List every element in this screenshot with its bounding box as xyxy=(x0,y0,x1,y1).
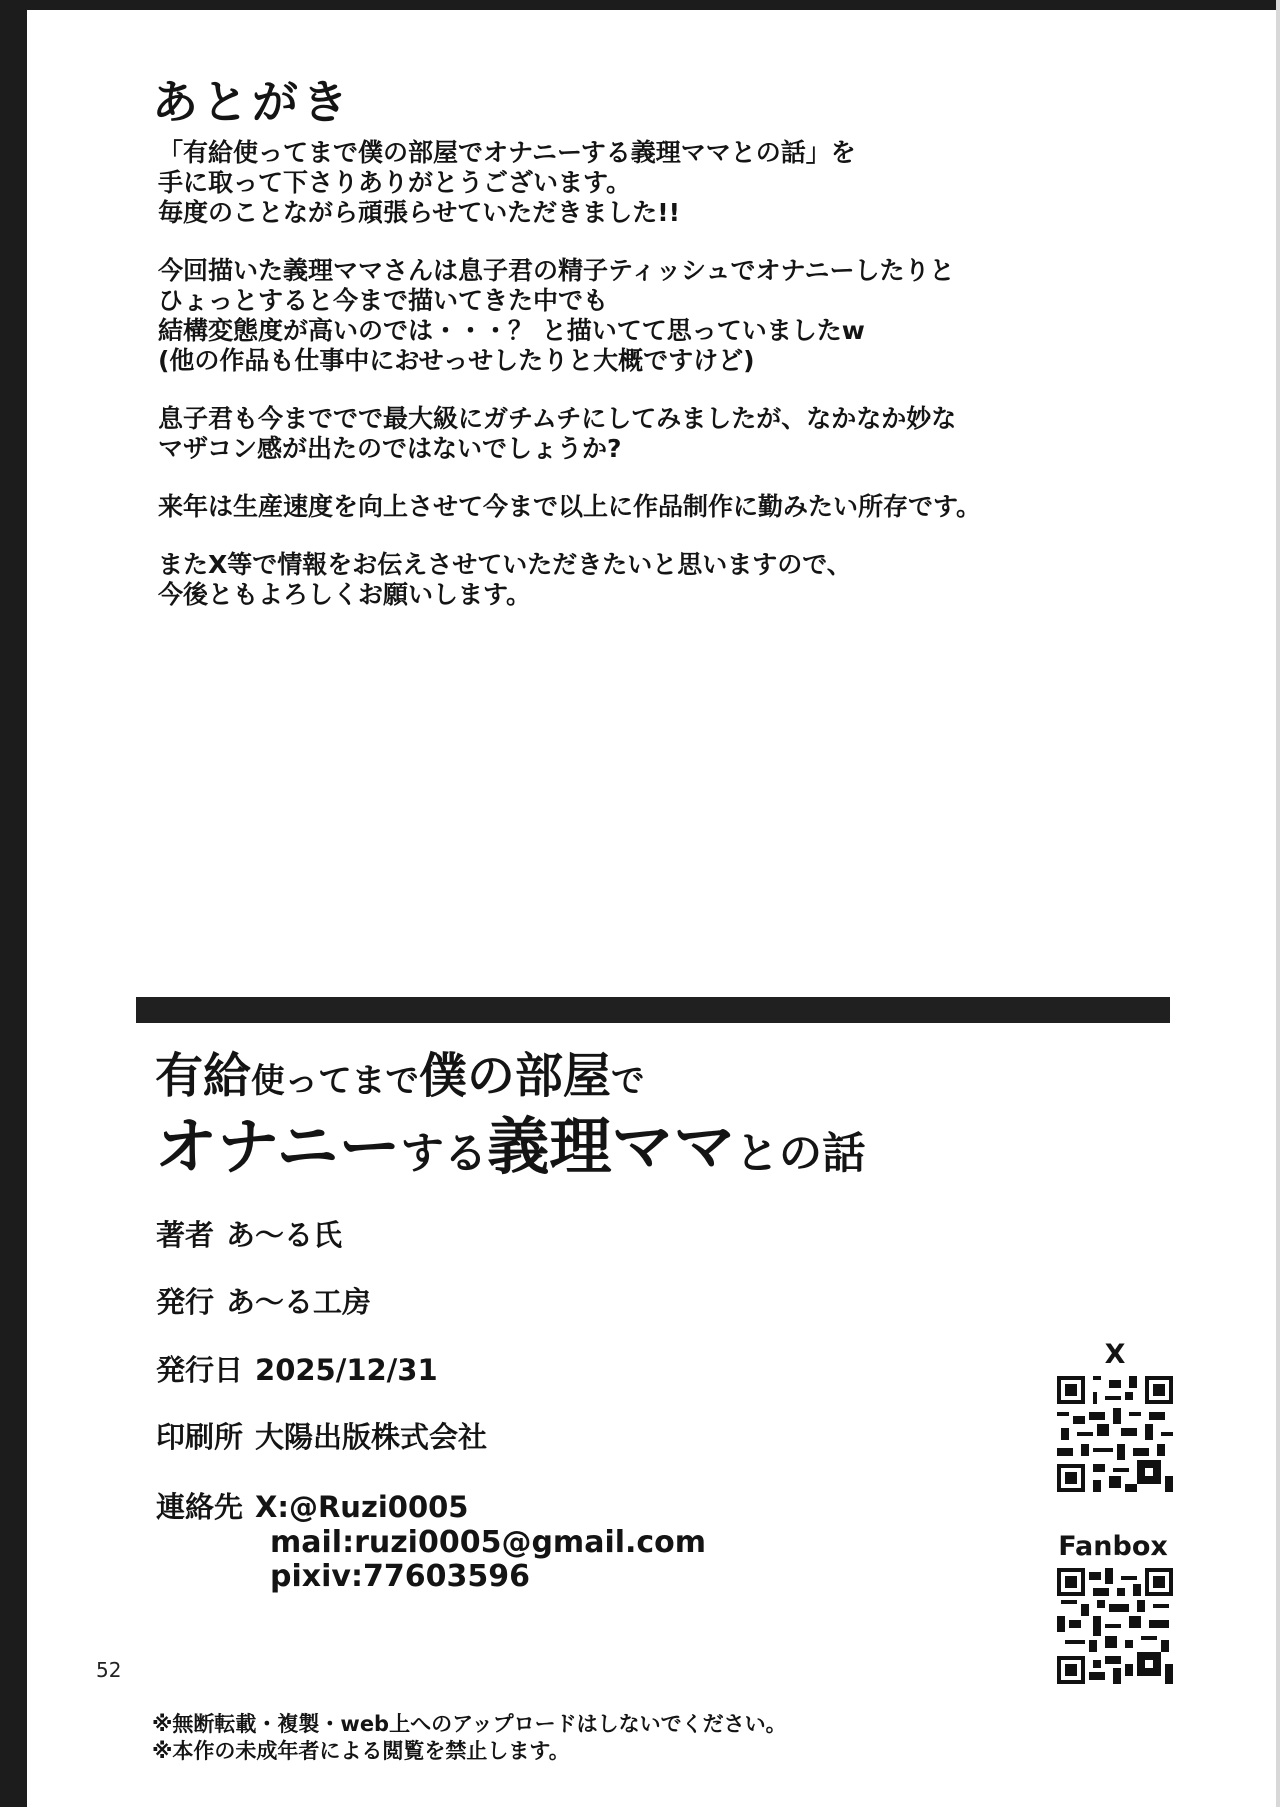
title-text: 有給 xyxy=(155,1048,252,1104)
afterword-paragraph xyxy=(158,138,1158,228)
afterword-line: 息子君も今まででで最大級にガチムチにしてみましたが、なかなか妙な xyxy=(158,404,957,433)
title-text: 義理ママ xyxy=(487,1110,736,1183)
publisher-label: 発行 xyxy=(156,1285,215,1319)
page-edge-top xyxy=(0,0,1280,10)
author-value: あ～る氏 xyxy=(226,1218,343,1252)
afterword-body xyxy=(158,138,1158,638)
date-row xyxy=(156,1353,438,1387)
afterword-line: 毎度のことながら頑張らせていただきました!! xyxy=(158,198,681,227)
qr-x-label: X xyxy=(1104,1339,1126,1370)
notice-line: ※無断転載・複製・web上へのアップロードはしないでください。 xyxy=(152,1712,787,1736)
contact-pixiv[interactable]: pixiv:77603596 xyxy=(270,1559,530,1594)
page-edge-right xyxy=(1276,0,1280,1807)
afterword-line: (他の作品も仕事中におせっせしたりと大概ですけど) xyxy=(158,346,755,375)
book-title-line-2 xyxy=(155,1110,866,1183)
qr-fanbox-label: Fanbox xyxy=(1058,1531,1168,1562)
contact-row xyxy=(156,1490,468,1524)
date-value: 2025/12/31 xyxy=(255,1353,438,1387)
book-title xyxy=(155,1048,866,1183)
author-row xyxy=(156,1218,342,1252)
contact-label: 連絡先 xyxy=(156,1490,244,1524)
publisher-value: あ～る工房 xyxy=(226,1285,372,1319)
afterword-line: マザコン感が出たのではないでしょうか? xyxy=(158,434,622,463)
afterword-line: 今回描いた義理ママさんは息子君の精子ティッシュでオナニーしたりと xyxy=(158,256,955,285)
notice-block xyxy=(152,1711,787,1765)
afterword-line: 手に取って下さりありがとうございます。 xyxy=(158,168,632,197)
title-text-small: で xyxy=(610,1061,645,1100)
title-text-small: する xyxy=(400,1129,488,1179)
contact-mail[interactable]: mail:ruzi0005@gmail.com xyxy=(270,1525,707,1560)
afterword-paragraph xyxy=(158,404,1158,464)
printer-value: 大陽出版株式会社 xyxy=(255,1420,488,1454)
afterword-paragraph xyxy=(158,550,1158,610)
title-text: オナニー xyxy=(155,1110,401,1183)
afterword-heading: あとがき xyxy=(152,75,352,129)
afterword-line: 結構変態度が高いのでは・・・？ と描いてて思っていましたw xyxy=(158,316,865,345)
title-text-small: との話 xyxy=(735,1129,866,1179)
publisher-row xyxy=(156,1285,371,1319)
afterword-paragraph xyxy=(158,256,1158,376)
title-text: 僕の部屋 xyxy=(418,1048,611,1104)
page-edge-left xyxy=(0,0,27,1807)
author-label: 著者 xyxy=(156,1218,215,1252)
page-number: 52 xyxy=(96,1658,122,1682)
printer-label: 印刷所 xyxy=(156,1420,244,1454)
qr-code-fanbox[interactable] xyxy=(1057,1568,1173,1684)
qr-code-x[interactable] xyxy=(1057,1376,1173,1492)
afterword-line: 今後ともよろしくお願いします。 xyxy=(158,580,532,609)
notice-line: ※本作の未成年者による閲覧を禁止します。 xyxy=(152,1739,570,1763)
book-title-line-1 xyxy=(155,1048,866,1104)
section-divider xyxy=(136,997,1170,1023)
afterword-line: ひょっとすると今まで描いてきた中でも xyxy=(158,286,609,315)
afterword-line: 「有給使ってまで僕の部屋でオナニーする義理ママとの話」を xyxy=(158,138,856,167)
afterword-line: 来年は生産速度を向上させて今まで以上に作品制作に勤みたい所存です。 xyxy=(158,492,982,521)
afterword-paragraph xyxy=(158,492,1158,522)
date-label: 発行日 xyxy=(156,1353,244,1387)
contact-x[interactable]: X:@Ruzi0005 xyxy=(255,1490,469,1524)
printer-row xyxy=(156,1420,487,1454)
afterword-line: またX等で情報をお伝えさせていただきたいと思いますので、 xyxy=(158,550,852,579)
title-text-small: 使ってまで xyxy=(251,1061,419,1100)
